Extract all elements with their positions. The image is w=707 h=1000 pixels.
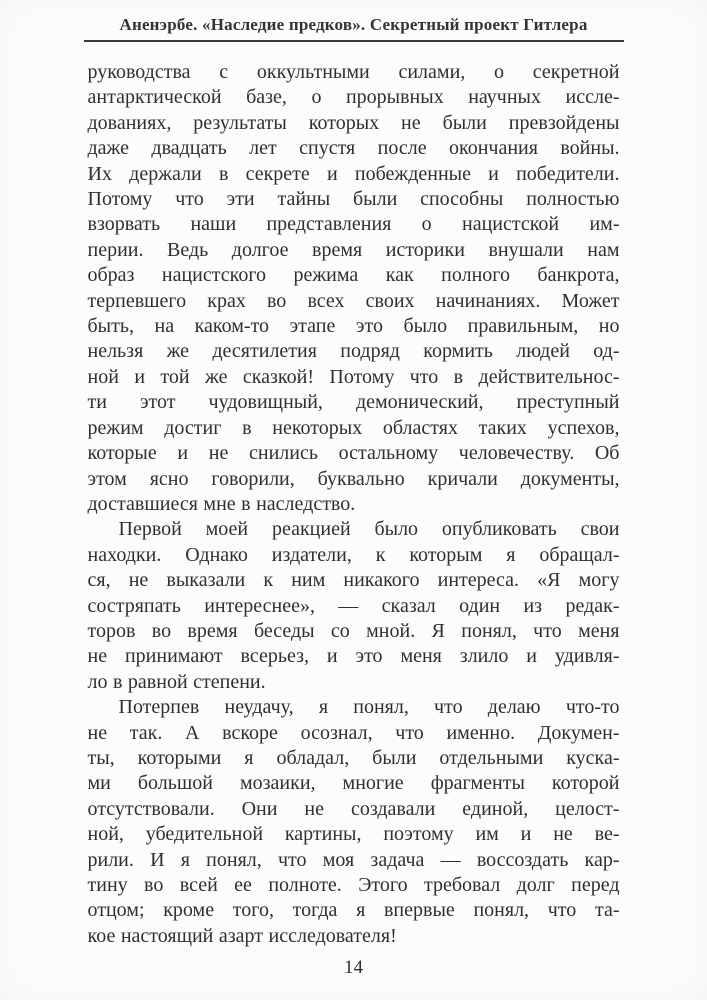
text-line: отсутствовали. Они не создавали единой, целост-	[87, 797, 620, 820]
text-line: терпевшего крах во всех своих начинаниях. Может	[87, 289, 620, 312]
text-line: не принимают всерьез, и это меня злило и удивля-	[87, 645, 620, 668]
text-line: находки. Однако издатели, к которым я обращал-	[87, 543, 620, 566]
text-line: Первой моей реакцией было опубликовать свои	[118, 518, 620, 541]
text-line: рили. И я понял, что моя задача — воссоздать кар-	[87, 848, 620, 871]
text-line: образ нацистского режима как полного банкрота,	[87, 264, 620, 287]
text-line: режим достиг в некоторых областях таких успехов,	[87, 416, 620, 439]
page-footer	[88, 957, 620, 979]
paragraph	[88, 60, 620, 517]
text-line: ло в равной степени.	[87, 670, 266, 693]
text-line: перии. Ведь долгое время историки внушали нам	[87, 238, 620, 261]
text-line: которые и не снились остальному человечеству. Об	[87, 442, 620, 465]
text-line: Их держали в секрете и побежденные и победители.	[87, 162, 620, 185]
text-line: кое настоящий азарт исследователя!	[87, 924, 397, 947]
text-line: руководства с оккультными силами, о секретной	[87, 61, 620, 83]
paragraph	[88, 517, 620, 695]
text-line: дованиях, результаты которых не были превзойдены	[87, 111, 620, 134]
text-line: ти этот чудовищный, демонический, преступный	[87, 391, 620, 414]
header-rule	[84, 40, 624, 42]
text-line: антарктической базе, о прорывных научных иссле-	[87, 86, 620, 109]
text-line: ной и той же сказкой! Потому что в действительнос-	[87, 365, 620, 388]
text-line: этом ясно говорили, буквально кричали документы,	[87, 467, 620, 490]
body-text	[88, 60, 620, 949]
text-line: нельзя же десятилетия подряд кормить людей од-	[87, 340, 620, 363]
page-number: 14	[344, 957, 363, 979]
text-line: взорвать наши представления о нацистской им-	[87, 213, 620, 236]
text-line: отцом; кроме того, тогда я впервые понял, что та-	[87, 899, 620, 922]
text-line: доставшиеся мне в наследство.	[87, 492, 356, 515]
paragraph	[88, 695, 620, 949]
running-head-title: Аненэрбе. «Наследие предков». Секретный проект Гитлера	[119, 15, 588, 34]
text-line: ми большой мозаики, многие фрагменты которой	[87, 772, 620, 795]
page-header	[84, 0, 624, 42]
text-line: ной, убедительной картины, поэтому им и не ве-	[87, 823, 620, 846]
text-line: ся, не выказали к ним никакого интереса. «Я могу	[87, 569, 620, 592]
text-line: тину во всей ее полноте. Этого требовал долг перед	[87, 874, 620, 896]
text-line: торов во время беседы со мной. Я понял, что меня	[87, 619, 620, 642]
text-line: ты, которыми я обладал, были отдельными куска-	[87, 746, 620, 769]
text-line: даже двадцать лет спустя после окончания войны.	[87, 137, 620, 160]
text-line: состряпать интереснее», — сказал один из редак-	[87, 594, 620, 617]
text-line: не так. А вскоре осознал, что именно. Докумен-	[87, 721, 620, 744]
text-line: Потерпев неудачу, я понял, что делаю что-то	[118, 696, 620, 719]
text-line: Потому что эти тайны были способны полностью	[87, 188, 620, 211]
text-line: быть, на каком-то этапе это было правильным, но	[87, 315, 620, 338]
